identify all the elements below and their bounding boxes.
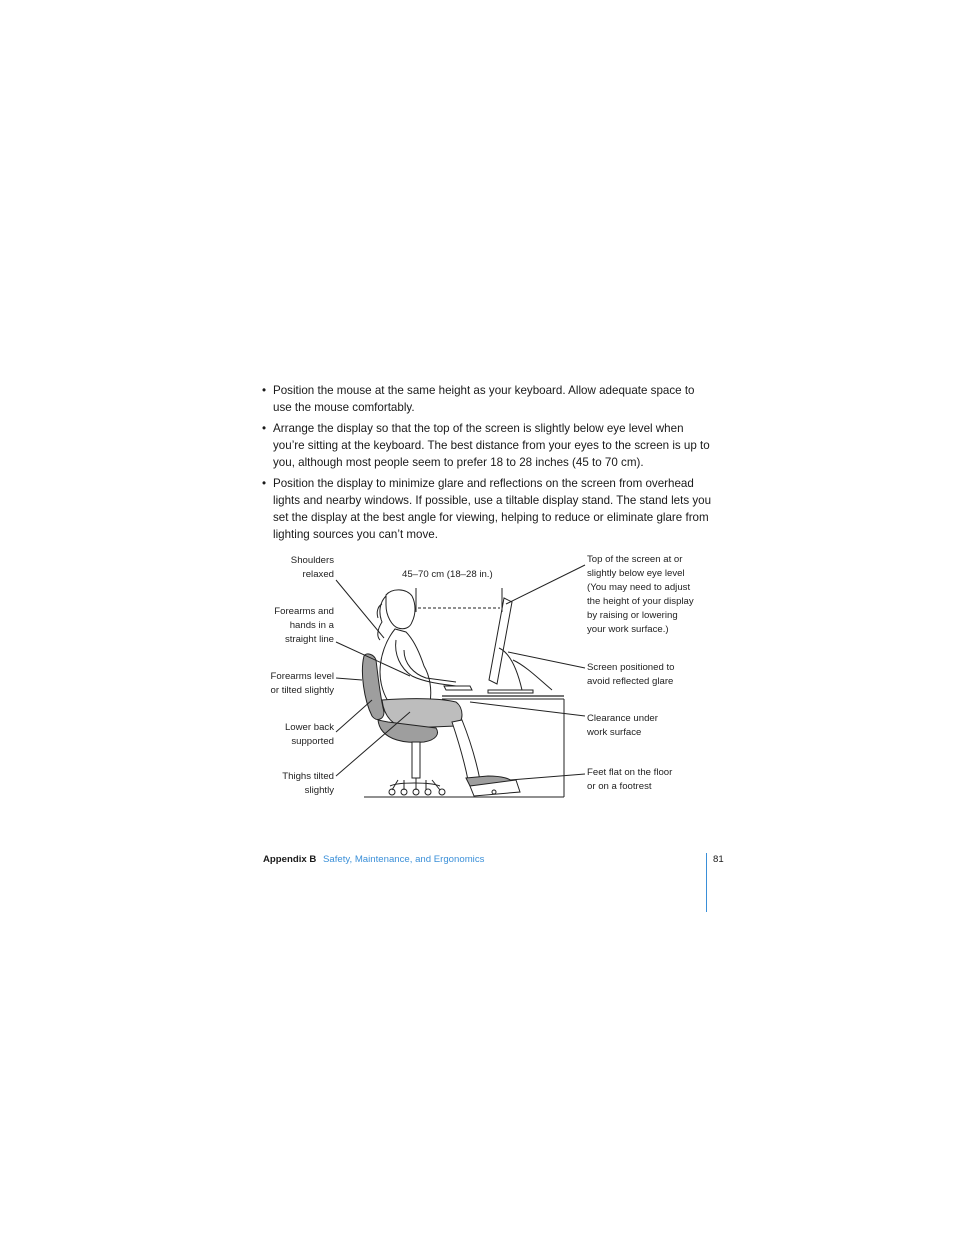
label-forearms-hands: Forearms and hands in a straight line xyxy=(274,606,334,645)
label-screen-positioned: Screen positioned to avoid reflected glare xyxy=(587,662,675,687)
leader-clearance xyxy=(470,702,585,716)
leader-top-screen xyxy=(506,565,585,604)
footer-section-title: Safety, Maintenance, and Ergonomics xyxy=(323,854,485,865)
label-top-screen: Top of the screen at or slightly below eye level (You may need to adjust the height of your display by raising or lowering your work surface.) xyxy=(587,554,694,635)
leader-feet xyxy=(510,774,585,780)
label-feet: Feet flat on the floor or on a footrest xyxy=(587,767,673,792)
label-forearms-level: Forearms level or tilted slightly xyxy=(270,671,334,696)
label-clearance: Clearance under work surface xyxy=(587,713,658,738)
leader-shoulders xyxy=(336,580,384,638)
label-shoulders: Shoulders relaxed xyxy=(290,555,334,580)
leader-lower-back xyxy=(336,700,372,732)
footer-rule xyxy=(706,853,707,912)
bullet-item: • Arrange the display so that the top of the screen is slightly below eye level when you’re sitting at the keyboard. The best distance from your eyes to the screen is up to you, although most people seem to prefer 18 to 28 inches (45 to 70 cm). xyxy=(262,420,712,471)
monitor xyxy=(488,598,552,693)
footer-appendix: Appendix B xyxy=(263,854,317,865)
distance-label: 45–70 cm (18–28 in.) xyxy=(402,569,493,580)
bullet-item: • Position the display to minimize glare and reflections on the screen from overhead lights and nearby windows. If possible, use a tiltable display stand. The stand lets you set the display at the best angle for viewing, helping to reduce or eliminate glare from lighting sources you can’t move. xyxy=(262,475,712,543)
page-number: 81 xyxy=(713,854,724,865)
leader-screen-positioned xyxy=(508,652,585,668)
bullet-item: • Position the mouse at the same height as your keyboard. Allow adequate space to use the mouse comfortably. xyxy=(262,382,712,416)
label-thighs: Thighs tilted slightly xyxy=(282,771,334,796)
leader-forearms-level xyxy=(336,678,362,680)
keyboard xyxy=(444,686,472,690)
label-lower-back: Lower back supported xyxy=(284,722,334,747)
